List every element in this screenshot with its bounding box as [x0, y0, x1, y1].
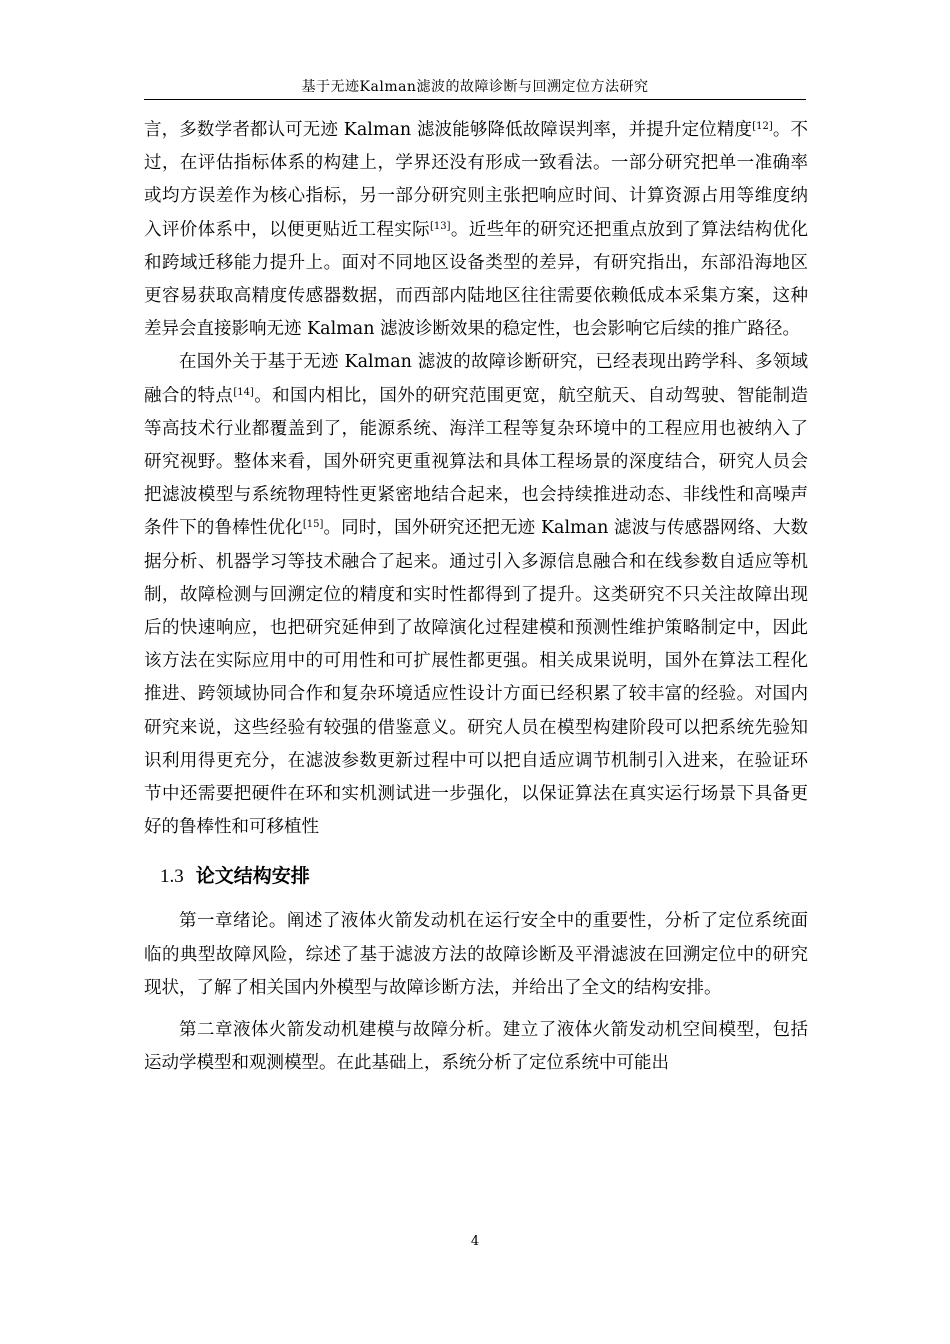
paragraph-text: 。和国内相比，国外的研究范围更宽，航空航天、自动驾驶、智能制造等高技术行业都覆盖到了，能源系统、海洋工程等复杂环境中的工程应用也被纳入了研究视野。整体来看，国外研究更重视算法和具体工程场景的深度结合，研究人员会把滤波模型与系统物理特性更紧密地结合起来，也会持续推进动态、非线性和高噪声条件下的鲁棒性优化: [144, 385, 809, 539]
paragraph-chapter-one: 第一章绪论。阐述了液体火箭发动机在运行安全中的重要性，分析了定位系统面临的典型故障风险，综述了基于滤波方法的故障诊断及平滑滤波在回溯定位中的研究现状，了解了相关国内外模型与故障诊断方法，并给出了全文的结构安排。: [144, 911, 808, 998]
citation-ref: [13]: [430, 220, 451, 232]
body-text: [144, 114, 808, 1080]
paragraph-text: 。近些年的研究还把重点放到了算法结构优化和跨域迁移能力提升上。面对不同地区设备类型的差异，有研究指出，东部沿海地区更容易获取高精度传感器数据，而西部内陆地区往往需要依赖低成本采集方案，这种差异会直接影响无迹 Kalman 滤波诊断效果的稳定性，也会影响它后续的推广路径。: [144, 219, 809, 340]
paragraph-chapter-two: 第二章液体火箭发动机建模与故障分析。建立了液体火箭发动机空间模型，包括运动学模型和观测模型。在此基础上，系统分析了定位系统中可能出: [144, 1020, 808, 1074]
paragraph-text: 在国外关于基于无迹 Kalman 滤波的故障诊断研究，已经表现出跨学科、多领域融合的特点: [144, 352, 808, 406]
section-number: 1.3: [160, 866, 184, 888]
paragraph-text: 。同时，国外研究还把无迹 Kalman 滤波与传感器网络、大数据分析、机器学习等技术融合了起来。通过引入多源信息融合和在线参数自适应等机制，故障检测与回溯定位的精度和实时性都得到了提升。这类研究不只关注故障出现后的快速响应，也把研究延伸到了故障演化过程建模和预测性维护策略制定中，因此该方法在实际应用中的可用性和可扩展性都更强。相关成果说明，国外在算法工程化推进、跨领域协同合作和复杂环境适应性设计方面已经积累了较丰富的经验。对国内研究来说，这些经验有较强的借鉴意义。研究人员在模型构建阶段可以把系统先验知识利用得更充分，在滤波参数更新过程中可以把自适应调节机制引入进来，在验证环节中还需要把硬件在环和实机测试进一步强化，以保证算法在真实运行场景下具备更好的鲁棒性和可移植性: [144, 518, 809, 838]
citation-ref: [14]: [233, 386, 254, 398]
section-title: 论文结构安排: [195, 865, 310, 888]
running-header: 基于无迹Kalman滤波的故障诊断与回溯定位方法研究: [301, 79, 649, 95]
section-heading: [160, 862, 808, 891]
page-number: 4: [470, 1234, 480, 1249]
citation-ref: [12]: [752, 121, 773, 132]
paragraph-text: 。不过，在评估指标体系的构建上，学界还没有形成一致看法。一部分研究把单一准确率或均方误差作为核心指标，另一部分研究则主张把响应时间、计算资源占用等维度纳入评价体系中，以便更贴近工程实际: [144, 120, 809, 240]
citation-ref: [15]: [302, 519, 324, 531]
header-divider: [144, 99, 806, 100]
paragraph-text: 言，多数学者都认可无迹 Kalman 滤波能够降低故障误判率，并提升定位精度: [144, 120, 753, 140]
paragraph-intro-continuation: [144, 114, 808, 346]
paragraph-foreign-research: [144, 346, 808, 844]
